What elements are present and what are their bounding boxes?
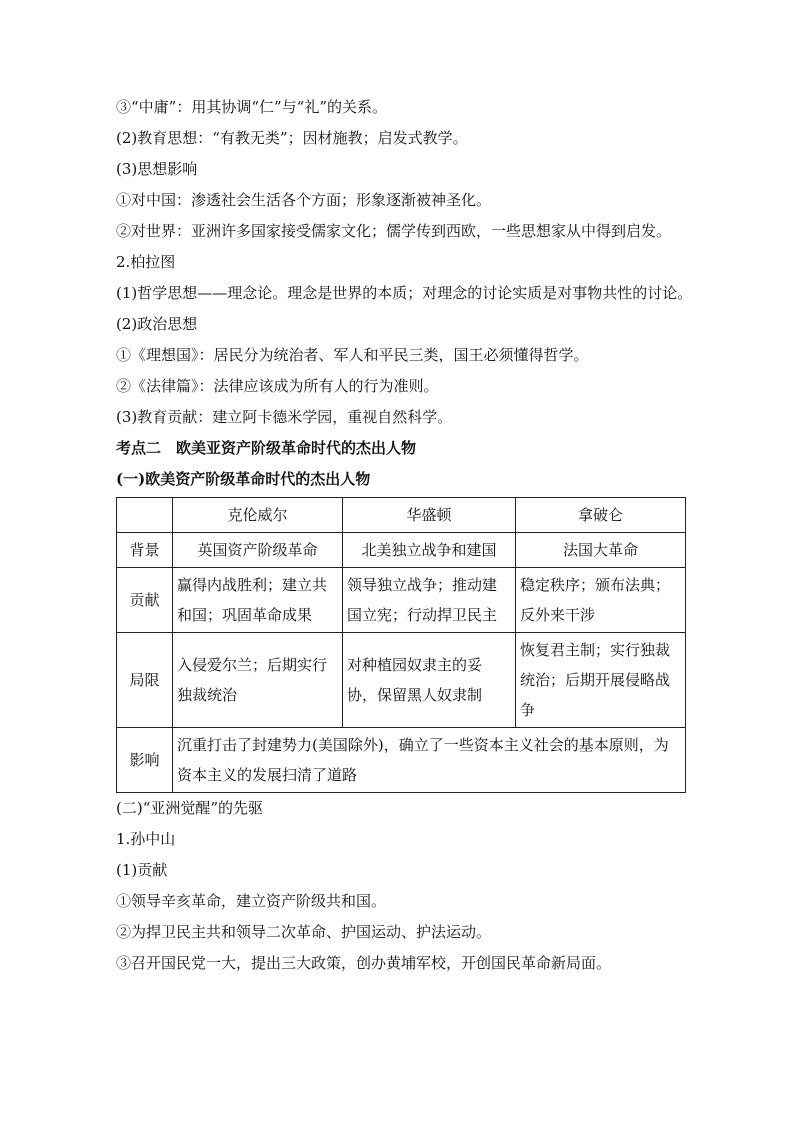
table-row xyxy=(117,533,686,568)
text-line: (1)贡献 xyxy=(116,861,168,879)
table-row-label: 影响 xyxy=(117,728,173,793)
table-cell: 领导独立战争；推动建国立宪；行动捍卫民主 xyxy=(343,568,516,633)
table-merged-cell: 沉重打击了封建势力(美国除外)，确立了一些资本主义社会的基本原则，为资本主义的发展扫清了道路 xyxy=(173,728,686,793)
table-row-label: 背景 xyxy=(117,533,173,568)
text-paragraph: (1)哲学思想——理念论。理念是世界的本质；对理念的讨论实质是对事物共性的讨论。 xyxy=(116,284,693,302)
text-line: (2)政治思想 xyxy=(116,315,198,333)
table-cell: 英国资产阶级革命 xyxy=(173,533,343,568)
table-header-row xyxy=(117,498,686,533)
text-line: (2)教育思想：“有教无类”；因材施教；启发式教学。 xyxy=(116,129,468,147)
text-line: 1.孙中山 xyxy=(116,830,176,848)
table-header-cell: 克伦威尔 xyxy=(173,498,343,533)
table-cell: 赢得内战胜利；建立共和国；巩固革命成果 xyxy=(173,568,343,633)
text-line: (3)思想影响 xyxy=(116,160,198,178)
table-cell: 稳定秩序；颁布法典；反外来干涉 xyxy=(516,568,686,633)
subsection-title: (一)欧美资产阶级革命时代的杰出人物 xyxy=(116,470,371,488)
table-cell: 北美独立战争和建国 xyxy=(343,533,516,568)
table-row-label: 局限 xyxy=(117,633,173,728)
table-cell: 入侵爱尔兰；后期实行独裁统治 xyxy=(173,633,343,728)
table-row xyxy=(117,568,686,633)
text-line: ③召开国民党一大，提出三大政策，创办黄埔军校，开创国民革命新局面。 xyxy=(116,954,612,972)
text-line: ①领导辛亥革命，建立资产阶级共和国。 xyxy=(116,892,387,910)
text-line: (3)教育贡献：建立阿卡德米学园，重视自然科学。 xyxy=(116,408,453,426)
section-title: 考点二 欧美亚资产阶级革命时代的杰出人物 xyxy=(116,439,417,457)
text-line: ②《法律篇》：法律应该成为所有人的行为准则。 xyxy=(116,377,439,395)
text-line: 2.柏拉图 xyxy=(116,253,176,271)
table-header-cell: 拿破仑 xyxy=(516,498,686,533)
text-line: (二)“亚洲觉醒”的先驱 xyxy=(116,799,264,817)
text-line: ①对中国：渗透社会生活各个方面；形象逐渐被神圣化。 xyxy=(116,191,492,209)
table-cell: 恢复君主制；实行独裁统治；后期开展侵略战争 xyxy=(516,633,686,728)
table-row-label: 贡献 xyxy=(117,568,173,633)
table-cell: 法国大革命 xyxy=(516,533,686,568)
table-row xyxy=(117,728,686,793)
table-row xyxy=(117,633,686,728)
table-cell: 对种植园奴隶主的妥协，保留黑人奴隶制 xyxy=(343,633,516,728)
text-paragraph: ②对世界：亚洲许多国家接受儒家文化；儒学传到西欧，一些思想家从中得到启发。 xyxy=(116,222,672,240)
table-header-cell xyxy=(117,498,173,533)
figures-table xyxy=(116,497,686,793)
table-header-cell: 华盛顿 xyxy=(343,498,516,533)
text-line: ①《理想国》：居民分为统治者、军人和平民三类，国王必须懂得哲学。 xyxy=(116,346,589,364)
text-line: ②为捍卫民主共和领导二次革命、护国运动、护法运动。 xyxy=(116,923,492,941)
text-line: ③“中庸”：用其协调“仁”与“礼”的关系。 xyxy=(116,98,388,116)
document-body xyxy=(116,92,716,979)
